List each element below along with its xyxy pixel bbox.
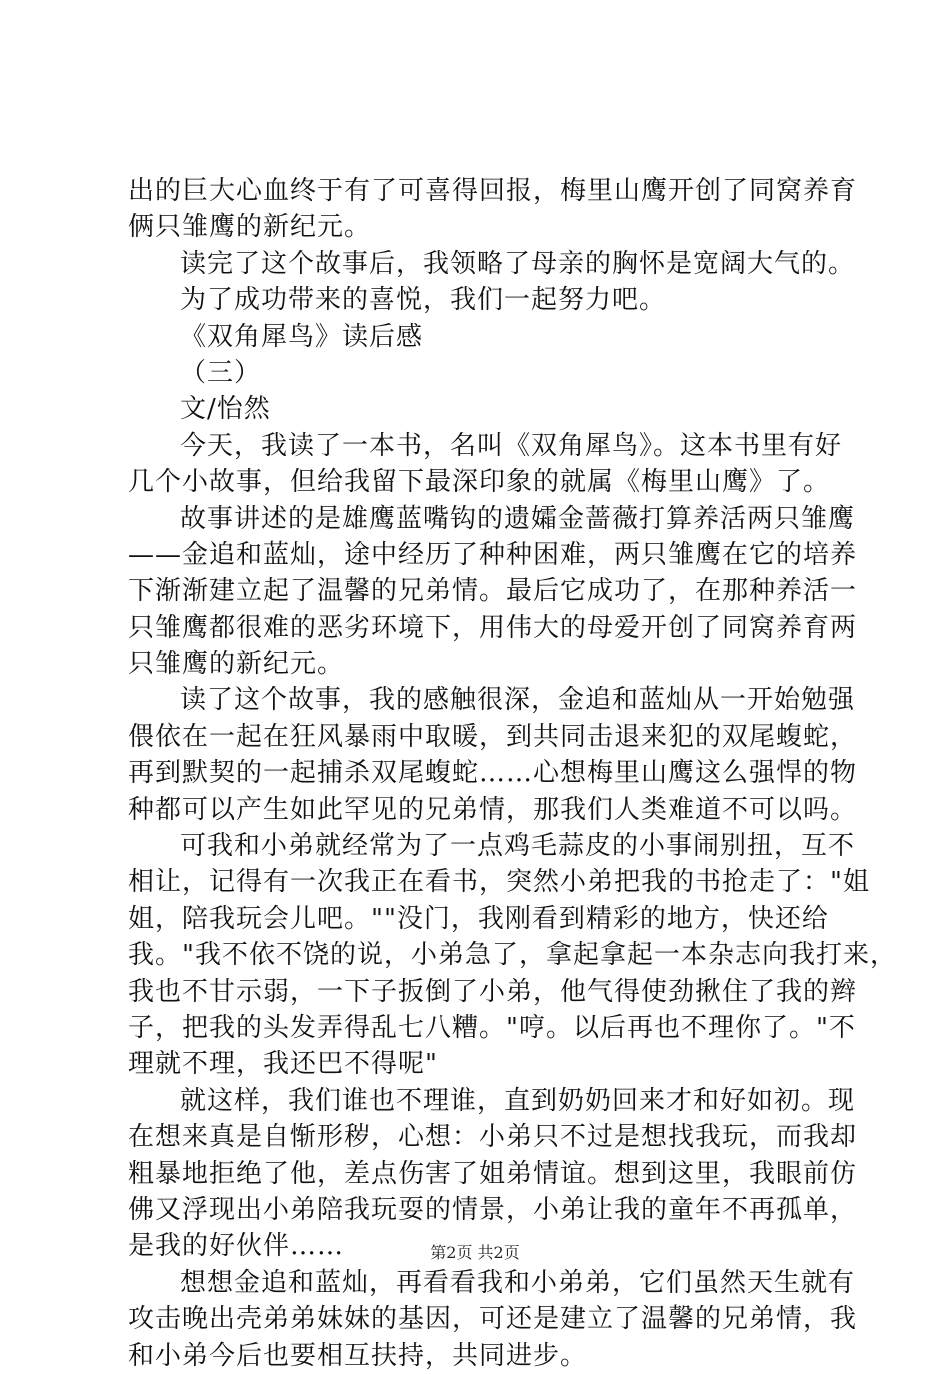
text-line: 故事讲述的是雄鹰蓝嘴钩的遗孀金蔷薇打算养活两只雏鹰 [180,503,856,534]
text-line: 几个小故事，但给我留下最深印象的就属《梅里山鹰》了。 [128,467,831,498]
text-line: 为了成功带来的喜悦，我们一起努力吧。 [180,285,667,316]
text-line: 今天，我读了一本书，名叫《双角犀鸟》。这本书里有好 [180,430,843,461]
text-line: ——金追和蓝灿，途中经历了种种困难，两只雏鹰在它的培养 [128,539,858,570]
text-line: 俩只雏鹰的新纪元。 [128,212,372,243]
text-line: 再到默契的一起捕杀双尾蝮蛇……心想梅里山鹰这么强悍的物 [128,758,858,789]
text-line: 我也不甘示弱，一下子扳倒了小弟，他气得使劲揪住了我的辫 [128,976,858,1007]
text-line: 下渐渐建立起了温馨的兄弟情。最后它成功了，在那种养活一 [128,576,858,607]
text-line: 是我的好伙伴…… [128,1231,345,1262]
text-line: 种都可以产生如此罕见的兄弟情，那我们人类难道不可以吗。 [128,794,858,825]
text-line: 读了这个故事，我的感触很深，金追和蓝灿从一开始勉强 [180,685,856,716]
text-line: 出的巨大心血终于有了可喜得回报，梅里山鹰开创了同窝养育 [128,176,858,206]
text-line: 想想金追和蓝灿，再看看我和小弟弟，它们虽然天生就有 [180,1267,856,1298]
text-line: 相让，记得有一次我正在看书，突然小弟把我的书抢走了："姐 [128,867,870,898]
page-number-footer: 第2页 共2页 [430,1243,520,1262]
text-line: （三） [180,357,262,388]
text-line: 子，把我的头发弄得乱七八糟。"哼。以后再也不理你了。"不 [128,1012,856,1043]
text-line: 姐，陪我玩会儿吧。""没门，我刚看到精彩的地方，快还给 [128,903,829,934]
text-line: 理就不理，我还巴不得呢" [128,1049,438,1080]
text-line: 只雏鹰的新纪元。 [128,649,345,680]
text-line: 攻击晚出壳弟弟妹妹的基因，可还是建立了温馨的兄弟情，我 [128,1304,858,1335]
text-line: 可我和小弟就经常为了一点鸡毛蒜皮的小事闹别扭，互不 [180,831,856,862]
text-line: 我。"我不依不饶的说，小弟急了，拿起拿起一本杂志向我打来， [128,940,897,971]
text-line: 和小弟今后也要相互扶持，共同进步。 [128,1340,588,1371]
text-line: 《双角犀鸟》读后感 [180,321,424,352]
text-line: 就这样，我们谁也不理谁，直到奶奶回来才和好如初。现 [180,1085,856,1116]
text-line: 偎依在一起在狂风暴雨中取暖，到共同击退来犯的双尾蝮蛇， [128,721,858,752]
text-line: 读完了这个故事后，我领略了母亲的胸怀是宽阔大气的。 [180,248,856,279]
document-body [128,173,897,1374]
text-line: 粗暴地拒绝了他，差点伤害了姐弟情谊。想到这里，我眼前仿 [128,1158,858,1189]
text-line: 只雏鹰都很难的恶劣环境下，用伟大的母爱开创了同窝养育两 [128,612,858,643]
text-line: 文/怡然 [180,394,271,425]
text-line: 在想来真是自惭形秽，心想：小弟只不过是想找我玩，而我却 [128,1122,858,1153]
text-line: 佛又浮现出小弟陪我玩耍的情景，小弟让我的童年不再孤单， [128,1194,858,1225]
